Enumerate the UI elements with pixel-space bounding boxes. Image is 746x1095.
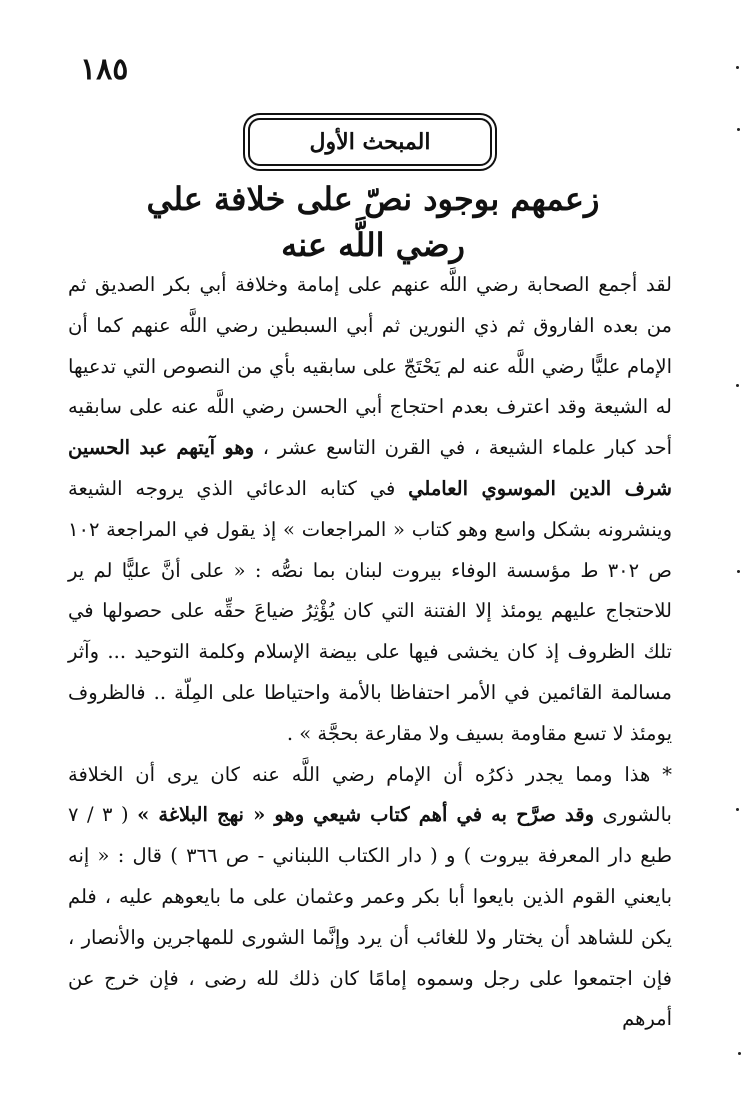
paragraph-2-text-a: * هذا ومما يجدر ذكرُه أن الإمام رضي اللَّه عنه كان يرى أن الخلافة بالشورى [68, 762, 672, 827]
section-heading: المبحث الأول [309, 129, 431, 155]
paragraph-1 [68, 265, 672, 755]
scan-mark [737, 128, 740, 131]
paragraph-2-bold: وقد صرَّح به في أهم كتاب شيعي وهو « نهج البلاغة » [137, 803, 595, 827]
body-text [68, 265, 672, 1040]
scan-mark [736, 808, 739, 811]
paragraph-2 [68, 755, 672, 1041]
scan-mark [738, 1052, 741, 1055]
paragraph-1-text-a: لقد أجمع الصحابة رضي اللَّه عنهم على إمامة وخلافة أبي بكر الصديق ثم من بعده الفاروق ثم ذي النورين ثم أبي السبطين رضي اللَّه عنهم كما أن الإمام عليًّا رضي اللَّه عنه لم يَحْتَجّ على سابقيه بأي من النصوص التي تدعيها له الشيعة وقد اعترف بعدم احتجاج أبي الحسن رضي اللَّه عنه على سابقيه أحد كبار علماء الشيعة ، في القرن التاسع عشر ، [68, 273, 672, 460]
section-heading-box [248, 118, 492, 166]
page-number: ١٨٥ [80, 52, 129, 87]
title-line-2: رضي اللَّه عنه [281, 226, 465, 264]
scan-mark [736, 384, 739, 387]
scan-mark [737, 570, 740, 573]
title-line-1: زعمهم بوجود نصّ على خلافة علي [146, 180, 600, 218]
chapter-title [60, 176, 686, 268]
paragraph-2-text-b: ( ٣ / ٧ طبع دار المعرفة بيروت ) و ( دار الكتاب اللبناني - ص ٣٦٦ ) قال : « إنه بايعني القوم الذين بايعوا أبا بكر وعمر وعثمان على ما بايعوهم عليه ، فلم يكن للشاهد أن يختار ولا للغائب أن يرد وإنَّما الشورى للمهاجرين والأنصار ، فإن اجتمعوا على رجل وسموه إمامًا كان ذلك لله رضى ، فإن خرج عن أمرهم [68, 803, 672, 1031]
scan-mark [736, 66, 739, 69]
paragraph-1-text-b: في كتابه الدعائي الذي يروجه الشيعة وينشرونه بشكل واسع وهو كتاب « المراجعات » إذ يقول في المراجعة ١٠٢ ص ٣٠٢ ط مؤسسة الوفاء بيروت لبنان بما نصُّه : « على أنَّ عليًّا لم ير للاحتجاج عليهم يومئذ إلا الفتنة التي كان يُؤْثِرُ ضياعَ حقِّه على حصولها في تلك الظروف إذ كان يخشى فيها على بيضة الإسلام وكلمة التوحيد ... وآثر مسالمة القائمين في الأمر احتفاظا بالأمة واحتياطا على المِلّة .. فالظروف يومئذ لا تسع مقاومة بسيف ولا مقارعة بحجَّة » . [68, 476, 672, 745]
paragraph-1-bold: وهو آيتهم عبد الحسين شرف الدين الموسوي العاملي [68, 436, 672, 500]
